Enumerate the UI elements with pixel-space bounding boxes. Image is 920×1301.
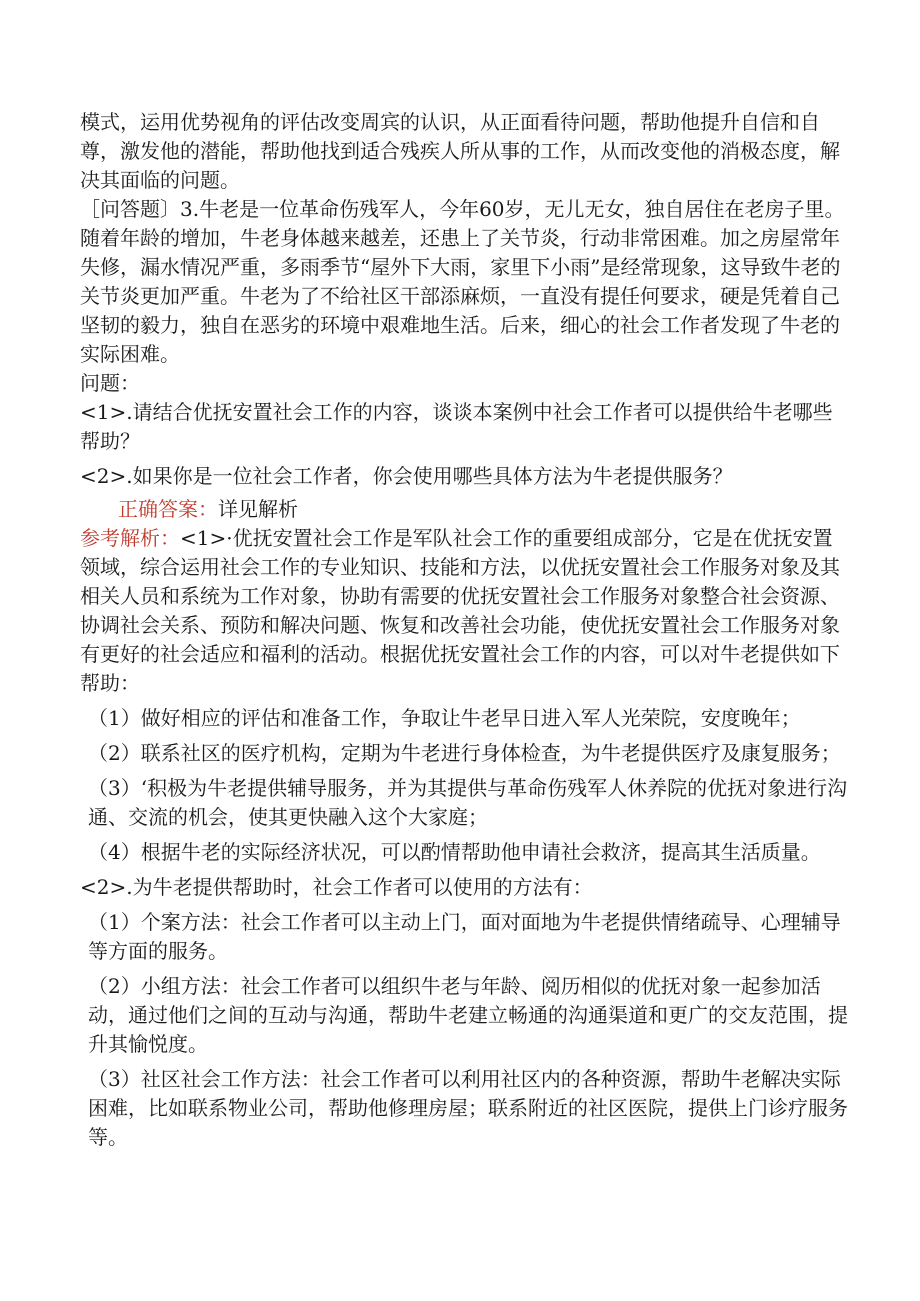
analysis-part2-item-3: （3）社区社会工作方法：社会工作者可以利用社区内的各种资源，帮助牛老解决实际困难，比如联系物业公司，帮助他修理房屋；联系附近的社区医院，提供上门诊疗服务等。 [88,1067,848,1149]
analysis-part1-item-3: （3）‘积极为牛老提供辅导服务，并为其提供与革命伤残军人休养院的优抚对象进行沟通、交流的机会，使其更快融入这个大家庭； [88,776,848,829]
analysis-part2-item-1: （1）个案方法：社会工作者可以主动上门，面对面地为牛老提供情绪疏导、心理辅导等方面的服务。 [88,910,841,963]
analysis-part1 [80,524,850,698]
analysis-part1-item-4: （4）根据牛老的实际经济状况，可以酌情帮助他申请社会救济，提高其生活质量。 [88,840,821,864]
analysis-part1-item-2: （2）联系社区的医疗机构，定期为牛老进行身体检查，为牛老提供医疗及康复服务； [88,741,841,765]
analysis-part2-text: <2>.为牛老提供帮助时，社会工作者可以使用的方法有： [80,875,593,899]
question-text: 3.牛老是一位革命伤残军人，今年60岁，无儿无女，独自居住在老房子里。随着年龄的增加，牛老身体越来越差，还患上了关节炎，行动非常困难。加之房屋常年失修，漏水情况严重，多雨季节“屋外下大雨，家里下小雨”是经常现象，这导致牛老的关节炎更加严重。牛老为了不给社区干部添麻烦，一直没有提任何要求，硬是凭着自己坚韧的毅力，独自在恶劣的环境中艰难地生活。后来，细心的社会工作者发现了牛老的实际困难。 [80,197,845,366]
correct-answer-value: 详见解析 [218,497,298,521]
question-paragraph [80,195,850,369]
document-page [80,108,850,1152]
analysis-part2-item-2: （2）小组方法：社会工作者可以组织牛老与年龄、阅历相似的优抚对象一起参加活动，通过他们之间的互动与沟通，帮助牛老建立畅通的沟通渠道和更广的交友范围，提升其愉悦度。 [88,974,848,1056]
problems-label: 问题： [80,371,140,395]
question-tag: ［问答题〕 [80,197,180,221]
analysis-label: 参考解析： [80,526,180,550]
intro-paragraph: 模式，运用优势视角的评估改变周宾的认识，从正面看待问题，帮助他提升自信和自尊，激发他的潜能，帮助他找到适合残疾人所从事的工作，从而改变他的消极态度，解决其面临的问题。 [80,110,840,192]
analysis-part1-item-1: （1）做好相应的评估和准备工作，争取让牛老早日进入军人光荣院，安度晚年； [88,706,801,730]
correct-answer [80,495,850,524]
correct-answer-label: 正确答案： [118,497,218,521]
sub-question-1: <1>.请结合优抚安置社会工作的内容，谈谈本案例中社会工作者可以提供给牛老哪些帮助？ [80,400,833,453]
sub-question-2: <2>.如果你是一位社会工作者，你会使用哪些具体方法为牛老提供服务？ [80,464,733,488]
analysis-part1-text: <1>·优抚安置社会工作是军队社会工作的重要组成部分，它是在优抚安置领域，综合运用社会工作的专业知识、技能和方法，以优抚安置社会工作服务对象及其相关人员和系统为工作对象，协助有需要的优抚安置社会工作服务对象整合社会资源、协调社会关系、预防和解决问题、恢复和改善社会功能，使优抚安置社会工作服务对象有更好的社会适应和福利的活动。根据优抚安置社会工作的内容，可以对牛老提供如下帮助： [80,526,840,695]
